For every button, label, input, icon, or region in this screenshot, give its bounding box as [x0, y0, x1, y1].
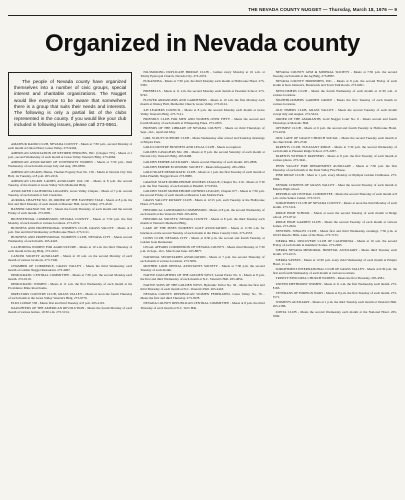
listing-entry: NEVADA COUNTY HORSEMEN, INC. - Meets at 8 p.m. the second Friday of each month at Ken Johnson's, Brunswick and Town Talk Roads. 273-6201.: [272, 79, 397, 88]
listing-columns: [8, 70, 397, 490]
listing-entry: SIERRA HILL DISCOVERY CLUB OF CALIFORNIA - Meets at 10 a.m. the second Friday of each month in members' homes. 273-2285.: [272, 238, 397, 247]
listing-entry: SOROPTIMIST CLUB OF NEVADA COUNTY - Meets at noon the third Monday of each month. 273-5116.: [272, 201, 397, 210]
listing-entry: BANNER GRANGE NO. 827 - Meets the fourth Thursday of each month and the second Friday of each month. 273-9581.: [8, 207, 133, 216]
listing-entry: PARENTS WITHOUT PARTNERS - Meets at 8 p.m. the first Tuesday of each month at various places. 273-3441.: [272, 154, 397, 163]
listing-entry: NO-SMOKING DUPLICATE BRIDGE CLUB - Games every Monday at 10 a.m. at Trinity Episcopal Church, Nevada City. 273-2974.: [140, 70, 265, 79]
listing-entry: ORDER OF THE AMARANTH, Gold Nugget Court No. 6 - Meets second and fourth Thursdays at Masonic Hall.: [272, 116, 397, 125]
listing-entry: LEGAL AFFAIRS COMMISSION OF NEVADA COUNTY - Meets third Monday at 7:30 p.m. in Sept., Oct., March and June. 265-8877.: [140, 245, 265, 254]
listing-entry: VETERANS OF FOREIGN WARS - Meets at 8 p.m. the first Tuesday of each month. 273-5571.: [272, 290, 397, 299]
listing-entry: EUKANUBA - Meets at 7:30 p.m. the third Monday each month at Holbrooke Hotel. 273-5565.: [140, 79, 265, 88]
listing-entry: AMERICAN LEGION LADIES AUXILIARY Unit 130 - Meets at 8 p.m. the second Tuesday of the month at Grass Valley Vet's Memorial Bldg.: [8, 179, 133, 188]
column-1: [8, 70, 132, 490]
listing-entry: NEVADA COUNTY REPUBLICAN WOMEN FEDERATED, Grass Valley No. 76 - Meets the first and third Thursday. 273-3978.: [140, 292, 265, 301]
listing-entry: AMERICAN ASSOCIATION OF RETIRED PERSONS, INC. (Chapter 755) - Meets at 1 p.m., second Wednesday of each month at Grass Valley Veteran's Bldg. 273-4064.: [8, 151, 133, 160]
listing-entry: MOTHER LODE DENTAL ASSISTANTS SOCIETY - Meets at 7:30 p.m. the second Tuesday of each month.: [140, 263, 265, 273]
listing-entry: GOLDEN STATE MOBILEHOME OWNERS LEAGUE, Chapter 677 - Meets at 7:30 p.m. the second Friday of each month at Meadow Lark Mobile Park.: [140, 188, 265, 198]
listing-entry: OPTIMIST CLUB - Meets at 6 p.m. the second and fourth Tuesday at Holbrooke Hotel. 273-2232.: [272, 126, 397, 135]
listing-entry: ASSOCIATED CALIFORNIA LOGGERS, Grass Valley Chapter - Meets at 7 p.m. second Tuesday of each month at Salt Creek Inn.: [8, 188, 133, 197]
listing-entry: AMATEUR RADIO CLUB, NEVADA COUNTY - Meets at 7:30 p.m., second Monday of each month at Union Hotel, Grass Valley. 273-9494.: [8, 141, 133, 150]
listing-entry: FRIENDS OF THE LIBRARY OF NEVADA COUNTY - Meets on third Thursdays of Sept., Oct., April and May.: [140, 126, 265, 135]
listing-entry: GIRL SCOUTS SUPPORT CLUB - Meets Wednesday after school and Saturday mornings at Empire Park.: [140, 135, 265, 144]
listing-entry: DEMOCRATIC WOMEN - Meets at 11 a.m. the first Wednesday of each month at the Providence Mine Road home.: [8, 282, 133, 291]
listing-entry: CALIFORNIA WOMEN FOR AGRICULTURE - Meets at 10 a.m. the third Thursday of each month in the Ag Bldg. 273-2222.: [8, 244, 133, 253]
listing-entry: LIONS CLUB, NEVADA CITY - Meets at 6:30 p.m. the second and fourth Tuesday at Golden Gate Restaurant.: [140, 235, 265, 244]
intro-text: The people of Nevada county have organized themselves into a number of civic groups, special interest and charitable organizations. The Nugget would like everyone to be aware that somewhere there is a group that suits their needs and interests. The following is only a partial list of the clubs represented in the county. If you would like your club included in following issues, please call 273-9561.: [14, 79, 127, 128]
listing-entry: AURORA CHAPTER NO. 28, ORDER OF THE EASTERN STAR - Meets at 8 p.m. the first and third Monday of each month at Masonic Hall, Grass Valley. 273-4316.: [8, 197, 133, 206]
listing-entry: LAKE OF THE PINES WOMEN'S GOLF ASSOCIATION - Meets at 11:30 a.m. for luncheon on the second Tuesday of each month at the Pines Country Club. 273-4553.: [140, 226, 265, 235]
listing-entry: ZONTA CLUB - Meets the second Wednesday each month at the National Hotel. 265-5060.: [272, 309, 397, 318]
listing-entry: FLOWER ARRANGERS AND GARDENERS - Meets at 10 a.m. the first Monday each month at Wesley Hall, Methodist Church, Grass Valley. 273-6124.: [140, 98, 265, 107]
page-title: Organized in Nevada county: [45, 30, 360, 57]
listing-entry: WOMEN'S AUXILIARY - Meets at 1 p.m. the third Tuesday each month at Veteran's Hall. 265-2186.: [272, 300, 397, 309]
listing-entry: SOROPTIMIST INTERNATIONAL CLUB OF GRASS VALLEY - Meets at 6:30 p.m. the first and fourth Wednesday of each month at various locations.: [272, 266, 397, 275]
listing-entry: PARENTS CLUB, PLEASANT RIDGE - Meets at 7:30 p.m. the second Wednesday of each month at Pleasant Ridge School. 273-2267.: [272, 145, 397, 154]
listing-entry: BICENTENNIAL COMMISSION, NEVADA COUNTY - Meets at 7:30 p.m. the first Monday of each month at various locations. 273-2572.: [8, 216, 133, 225]
column-2: [140, 70, 264, 490]
listing-entry: FIREBELLS - Meets at 11 a.m. the second Monday each month at Peardale School. 273-9742.: [140, 88, 265, 97]
header-right: THE NEVADA COUNTY NUGGET — Thursday, March 18, 1976 — 9: [248, 7, 397, 12]
listing-entry: UNITED METHODIST WOMEN - Meets at 11 a.m. the first Wednesday each month. 273-8163.: [272, 281, 397, 290]
listing-entry: GOLD SKATE DEMOCRATIC CLUB - Meets at 1 p.m. the first Tuesday of each month at KOA Pinehill, Nugget Road. 273-8980.: [140, 170, 265, 179]
listing-entry: HISTORICAL SOCIETY, NEVADA COUNTY - Meets at 8 p.m. the third Tuesday each month at Veteran's Memorial Bldg.: [140, 217, 265, 226]
listing-entry: SIERRA SAYERS - Meets at 12:30 p.m. every third Wednesday of each month at Empire Hotel, 11 a.m.: [272, 257, 397, 266]
intro-box: [8, 72, 132, 136]
listing-entry: ELKS LODGE 538 - Meets first and third Tuesday at 8 p.m. 265-2191.: [11, 301, 106, 305]
listing-entry: DEMOCRATIC CENTRAL COMMITTEE - Meets at 7:30 p.m. the second Monday each month. 272-6119.: [8, 272, 133, 281]
listing-entry: REPUBLICAN CENTRAL COMMITTEE - Meets the second Thursday of each month at 8 p.m. at the Senior Center. 273-5153.: [272, 191, 397, 200]
listing-entry: AMERICAN LEGION, Hanna, Thomas Fogarty Post No. 130 - Meets at Nevada City Vets Hall, 1st Tuesday, at 8 p.m. 265-2216.: [8, 169, 133, 178]
listing-entry: GOLDEN CAVALIERS NO. 282 - Meets at 8 p.m. the second Saturday of each month at Nevada City Veteran's Bldg. 265-9468.: [140, 150, 265, 159]
listing-entry: NATIVE SONS OF THE GOLDEN WEST, Hydraulic Parlor No. 56 - Meets the first and third Thursday of each month at N.C. Veteran's Hall. 265-2418.: [140, 282, 265, 291]
listing-entry: TRINITY EPISCOPAL CHURCH WOMEN - Meets the first Thursday. 265-4581.: [275, 276, 385, 281]
listing-entry: NIGHTBLOOMERS GARDEN GROUP - Meets the first Tuesday of each month in various locations.: [272, 98, 397, 107]
listing-entry: HISTORICAL LANDMARKS COMMISSION - Meets at 8 p.m. the second Wednesday of each month at the Veteran's Hall. 265-4652.: [140, 207, 265, 216]
listing-entry: BUSINESS AND PROFESSIONAL WOMEN'S CLUB, GRASS VALLEY - Meets at 6 p.m. first and third Wednesday at Holbrooke Hotel. 273-5111.: [8, 226, 133, 235]
listing-entry: CHAMBER OF COMMERCE, GRASS VALLEY - Meets the third Wednesday each month at Golden Nugget Restaurant. 273-4667.: [8, 263, 133, 272]
listing-entry: SIERRA NEVADA MEMORIAL HOSPITAL AUXILIARY - Meets third Tuesday each month. 273-2213.: [272, 248, 397, 257]
listing-entry: OUR LADY OF GRACE CHURCH SOCIAL - Meets the second Tuesday each month at the church hall. 265-2749.: [272, 135, 397, 144]
listing-entry: SENIOR CITIZENS OF GRASS VALLEY - Meet the second Tuesday of each month at Empire High school.: [272, 182, 397, 191]
listing-entry: DAUGHTERS OF THE AMERICAN REVOLUTION - Meets the fourth Monday of each month at various homes, 10:30 a.m. 273-5154.: [8, 306, 133, 315]
page-header: [8, 6, 397, 16]
listing-entry: NATIVE DAUGHTERS OF THE GOLDEN WEST, Laurel Parlor No. 6 - Meets at 8 p.m. the first and third Wednesday of each month at N.C. Veteran's Hall. 265-4854.: [140, 273, 265, 282]
listing-entry: NEVADA COUNTY GEM & MINERAL SOCIETY - Meets at 7:30 p.m. the second Tuesday each month at the Ag Bldg. 273-8867.: [272, 70, 397, 79]
column-3: [273, 70, 397, 490]
listing-entry: NEVADA COUNTY REPUBLICAN CENTRAL COMMITTEE - Meets at 8 p.m. the third Thursday of each month at N.C. Vet's Hall.: [140, 301, 265, 310]
listing-entry: GOLD COUNTRY BUSINESS AND LEGAL CLUB - Meets as required.: [143, 145, 242, 149]
listing-entry: GOLDEN EMPIRE AUXILIARY - Meets second Thursday of each month. 265-2896.: [143, 159, 258, 164]
listing-entry: GRANGE STATE MOBILEHOME OWNERS LEAGUE, Chapter No. 216 - Meets at 7:30 p.m. the first Tuesday of each month at Pinehill. 273-6561.: [140, 179, 265, 188]
listing-entry: CANCER SOCIETY AUXILIARY - Meets at 10 a.m. on the second Monday of each month at various locations. 273-7346.: [8, 254, 133, 263]
listing-entry: DIRECTORS COUNTRY CLUB, GRASS VALLEY - Meets at noon the fourth Thursday of each month at the Grass Valley Veteran's Bldg. 273-9776.: [8, 291, 133, 300]
listing-entry: PINE RIDGE CLUB - Meet at 1 p.m. every Monday at Olympia Golden Clubhouse. 273-1964.: [272, 173, 397, 182]
listing-entry: RIDGE HIGH GARDEN CLUB - Meets the second Tuesday of each month at various homes. 273-2624.: [272, 220, 397, 229]
listing-entry: BUSINESS AND PROFESSIONAL WOMEN'S CLUB, NEVADA CITY - Meets second Wednesday of each month. 265-4418.: [8, 235, 133, 244]
listing-entry: OLD TIMERS CLUB, GRASS VALLEY - Meets the second Tuesday of each month except July and August. 273-5424.: [272, 107, 397, 116]
listing-entry: FRIENDLY CLUB FOR MEN AND WOMEN OVER FIFTY - Meets the second and fourth Monday of each month at Whispering Pines. 273-4305.: [140, 116, 265, 125]
listing-entry: NEWCOMERS CLUB - Meets the fourth Wednesday of each month at 11:30 a.m. at various locations.: [272, 88, 397, 97]
listing-entry: RIDGE HIGH SCHOOL - Meets at noon the second Tuesday of each month at Ridge school. 273-9712.: [272, 210, 397, 219]
listing-entry: NATIONAL SECRETARIES ASSOCIATION - Meets at 7 p.m. the second Thursday of each month at various locations. 273-5681.: [140, 254, 265, 263]
listing-entry: AMERICAN ASSOCIATION OF UNIVERSITY WOMEN - Meets at 7:30 p.m., third Wednesday of each month except July and Aug. 265-6836.: [8, 160, 133, 169]
listing-entry: PENN VALLEY FIRE DEPARTMENT AUXILIARY - Meets at 7:30 p.m. the first Thursday of each month at the Penn Valley Fire House.: [272, 163, 397, 172]
listing-entry: SENTINEL SINGLES CLUB - Meets first and third Wednesday evenings, 7:30 p.m. at 10193 Rancho Hills, Lake of the Pines. 273-7155.: [272, 229, 397, 238]
listing-entry: 4-H LEADERS COUNCIL - Meets at 8 p.m. the second Monday each month at Grass Valley Veteran's Bldg. 273-7141.: [140, 107, 265, 116]
listing-entry: GRASS VALLEY ROTARY CLUB - Meets at 12:15 p.m. each Tuesday at the Holbrooke Hotel. 273-6219.: [140, 198, 265, 207]
listing-entry: GOLDEN EMPIRE ECONOMIC SOCIETY - Meets infrequently. 265-2994.: [143, 164, 246, 169]
